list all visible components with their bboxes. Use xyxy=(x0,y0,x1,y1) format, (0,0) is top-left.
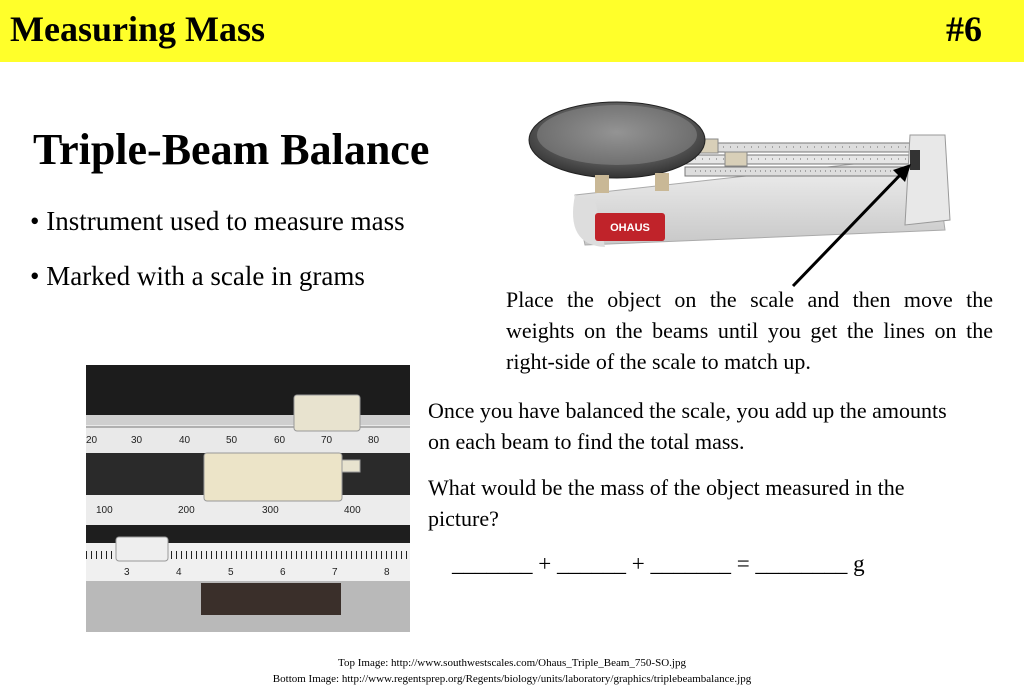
slide-title: Measuring Mass xyxy=(10,9,265,49)
svg-text:5: 5 xyxy=(228,567,234,578)
bullet-item: • Marked with a scale in grams xyxy=(30,261,365,291)
svg-text:300: 300 xyxy=(262,505,279,516)
instructions-text: Place the object on the scale and then move the weights on the beams until you get the lines on the right-side of the scale to match up. xyxy=(506,287,993,374)
image-credit-bottom: Bottom Image: http://www.regentsprep.org/Regents/biology/units/laboratory/graphics/triplebeambalance.jpg xyxy=(272,673,752,685)
svg-text:7: 7 xyxy=(332,567,338,578)
svg-text:80: 80 xyxy=(368,435,380,446)
svg-text:4: 4 xyxy=(176,567,182,578)
answer-equation: _______ + ______ + _______ = ________ g xyxy=(452,551,865,576)
question-text: What would be the mass of the object measured in the picture? xyxy=(428,475,905,531)
svg-text:200: 200 xyxy=(178,505,195,516)
image-credit-top: Top Image: http://www.southwestscales.com/Ohaus_Triple_Beam_750-SO.jpg xyxy=(338,657,686,669)
svg-text:3: 3 xyxy=(124,567,130,578)
svg-text:40: 40 xyxy=(179,435,191,446)
svg-text:70: 70 xyxy=(321,435,333,446)
arrow-pointer xyxy=(785,150,925,290)
svg-text:6: 6 xyxy=(280,567,286,578)
section-heading: Triple-Beam Balance xyxy=(33,125,430,174)
svg-text:50: 50 xyxy=(226,435,238,446)
svg-text:8: 8 xyxy=(384,567,390,578)
bullet-item: • Instrument used to measure mass xyxy=(30,206,405,236)
svg-text:60: 60 xyxy=(274,435,286,446)
svg-text:400: 400 xyxy=(344,505,361,516)
slide-number: #6 xyxy=(946,9,982,49)
beam-closeup-photo xyxy=(86,365,410,632)
bullet-list xyxy=(30,206,405,316)
balanced-text: Once you have balanced the scale, you add up the amounts on each beam to find the total mass. xyxy=(428,398,947,454)
svg-text:30: 30 xyxy=(131,435,143,446)
svg-text:100: 100 xyxy=(96,505,113,516)
brand-label: OHAUS xyxy=(610,222,650,234)
svg-text:20: 20 xyxy=(86,435,98,446)
header-bar xyxy=(0,0,1024,62)
